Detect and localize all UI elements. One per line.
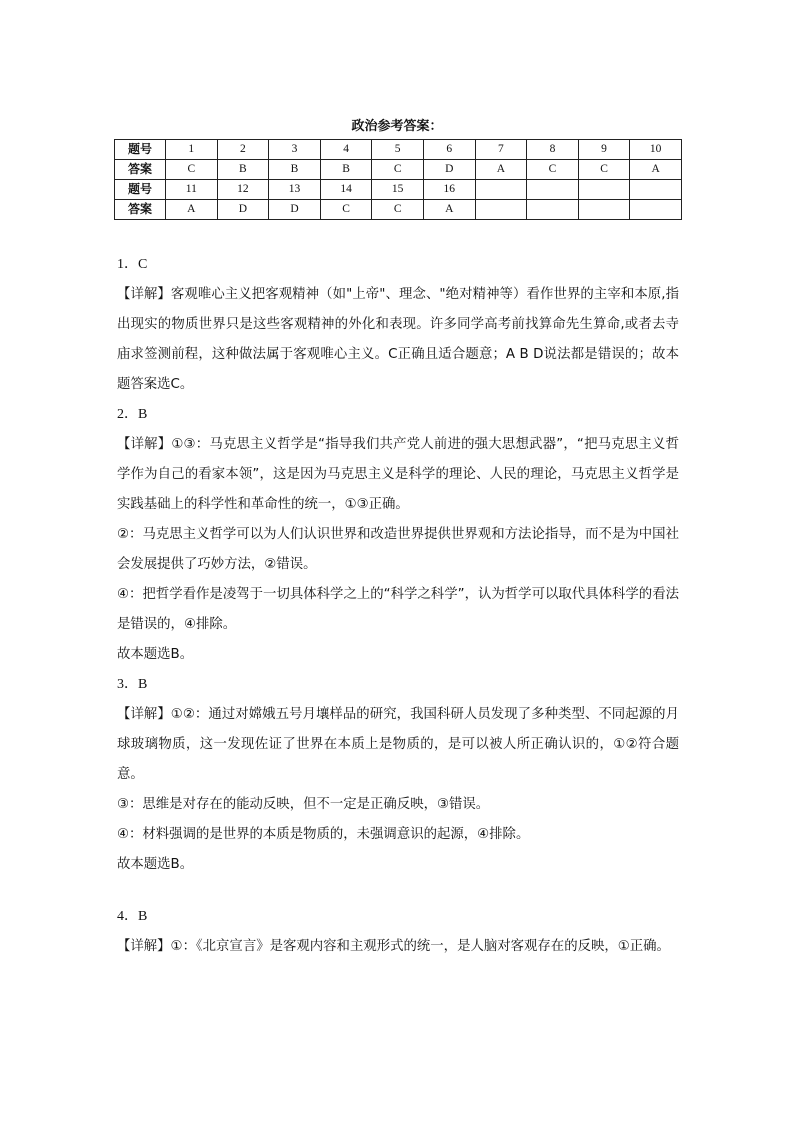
answer-table-cell: 3 [269, 140, 321, 160]
answer-table-row-header: 题号 [115, 180, 166, 200]
explanation-paragraph: ③：思维是对存在的能动反映，但不一定是正确反映，③错误。 [117, 797, 490, 812]
question-number: 1．C [117, 257, 148, 272]
answer-table-cell [578, 180, 630, 200]
explanation-paragraph: 【详解】客观唯心主义把客观精神（如"上帝"、理念、"绝对精神等）看作世界的主宰和本原,指出现实的物质世界只是这些客观精神的外化和表现。许多同学高考前找算命先生算命,或者去寺庙求签测前程，这种做法属于客观唯心主义。C正确且适合题意；A B D说法都是错误的；故本题答案选C。 [117, 287, 679, 392]
explanation-paragraph: 【详解】①②：通过对嫦娥五号月壤样品的研究，我国科研人员发现了多种类型、不同起源的月球玻璃物质，这一发现佐证了世界在本质上是物质的，是可以被人所正确认识的，①②符合题意。 [117, 707, 679, 782]
answer-table-cell: 14 [320, 180, 372, 200]
answer-table-cell [630, 180, 682, 200]
answer-table-cell [578, 200, 630, 220]
explanation-paragraph: ②：马克思主义哲学可以为人们认识世界和改造世界提供世界观和方法论指导，而不是为中国社会发展提供了巧妙方法，②错误。 [117, 527, 679, 572]
question-number: 3．B [117, 677, 148, 692]
answer-table-cell: 5 [372, 140, 424, 160]
answer-table-row-header: 答案 [115, 160, 166, 180]
answer-table-cell: B [320, 160, 372, 180]
answer-table-cell: 11 [166, 180, 218, 200]
explanations [117, 250, 679, 962]
answer-table-cell: D [269, 200, 321, 220]
explanation-paragraph: 【详解】①③：马克思主义哲学是“指导我们共产党人前进的强大思想武器”，“把马克思主义哲学作为自己的看家本领”，这是因为马克思主义是科学的理论、人民的理论，马克思主义哲学是实践基础上的科学性和革命性的统一，①③正确。 [117, 437, 679, 512]
answer-table-cell [475, 180, 527, 200]
page-title: 政治参考答案： [351, 119, 443, 134]
answer-table-cell: C [166, 160, 218, 180]
answer-table-cell: C [372, 200, 424, 220]
answer-table-cell: D [217, 200, 269, 220]
answer-table-cell [527, 200, 579, 220]
answer-table-cell [630, 200, 682, 220]
answer-table-cell: A [630, 160, 682, 180]
answer-table-row [115, 200, 682, 220]
answer-table-cell: 2 [217, 140, 269, 160]
answer-table-cell: D [423, 160, 475, 180]
answer-table-cell: 1 [166, 140, 218, 160]
answer-table-cell: C [578, 160, 630, 180]
answer-table-cell: 10 [630, 140, 682, 160]
answer-table-cell: 8 [527, 140, 579, 160]
answer-table-cell: 4 [320, 140, 372, 160]
explanation-paragraph: ④：材料强调的是世界的本质是物质的，未强调意识的起源，④排除。 [117, 827, 530, 842]
answer-table-cell: 12 [217, 180, 269, 200]
answer-table-cell: 7 [475, 140, 527, 160]
answer-table-cell: C [527, 160, 579, 180]
answer-table-cell: 15 [372, 180, 424, 200]
answer-table-cell: 13 [269, 180, 321, 200]
question-number: 4．B [117, 909, 148, 924]
answer-table-row [115, 160, 682, 180]
answer-table-cell: C [372, 160, 424, 180]
answer-table-cell [527, 180, 579, 200]
explanation-paragraph: ④：把哲学看作是凌驾于一切具体科学之上的“科学之科学”，认为哲学可以取代具体科学的看法是错误的，④排除。 [117, 587, 679, 632]
question-number: 2．B [117, 407, 148, 422]
answer-table-row [115, 180, 682, 200]
answer-table [114, 139, 682, 220]
spacer [117, 880, 679, 902]
answer-table-cell: A [475, 160, 527, 180]
answer-table-row [115, 140, 682, 160]
answer-table-row-header: 题号 [115, 140, 166, 160]
explanation-paragraph: 故本题选B。 [117, 647, 194, 662]
explanation-paragraph: 【详解】①：《北京宣言》是客观内容和主观形式的统一，是人脑对客观存在的反映，①正确。 [117, 939, 670, 954]
answer-table-cell [475, 200, 527, 220]
answer-table-cell: 9 [578, 140, 630, 160]
explanation-paragraph: 故本题选B。 [117, 857, 194, 872]
answer-table-cell: 6 [423, 140, 475, 160]
answer-table-cell: C [320, 200, 372, 220]
answer-table-cell: B [217, 160, 269, 180]
answer-table-cell: B [269, 160, 321, 180]
answer-table-cell: 16 [423, 180, 475, 200]
answer-table-cell: A [423, 200, 475, 220]
answer-table-row-header: 答案 [115, 200, 166, 220]
answer-table-cell: A [166, 200, 218, 220]
